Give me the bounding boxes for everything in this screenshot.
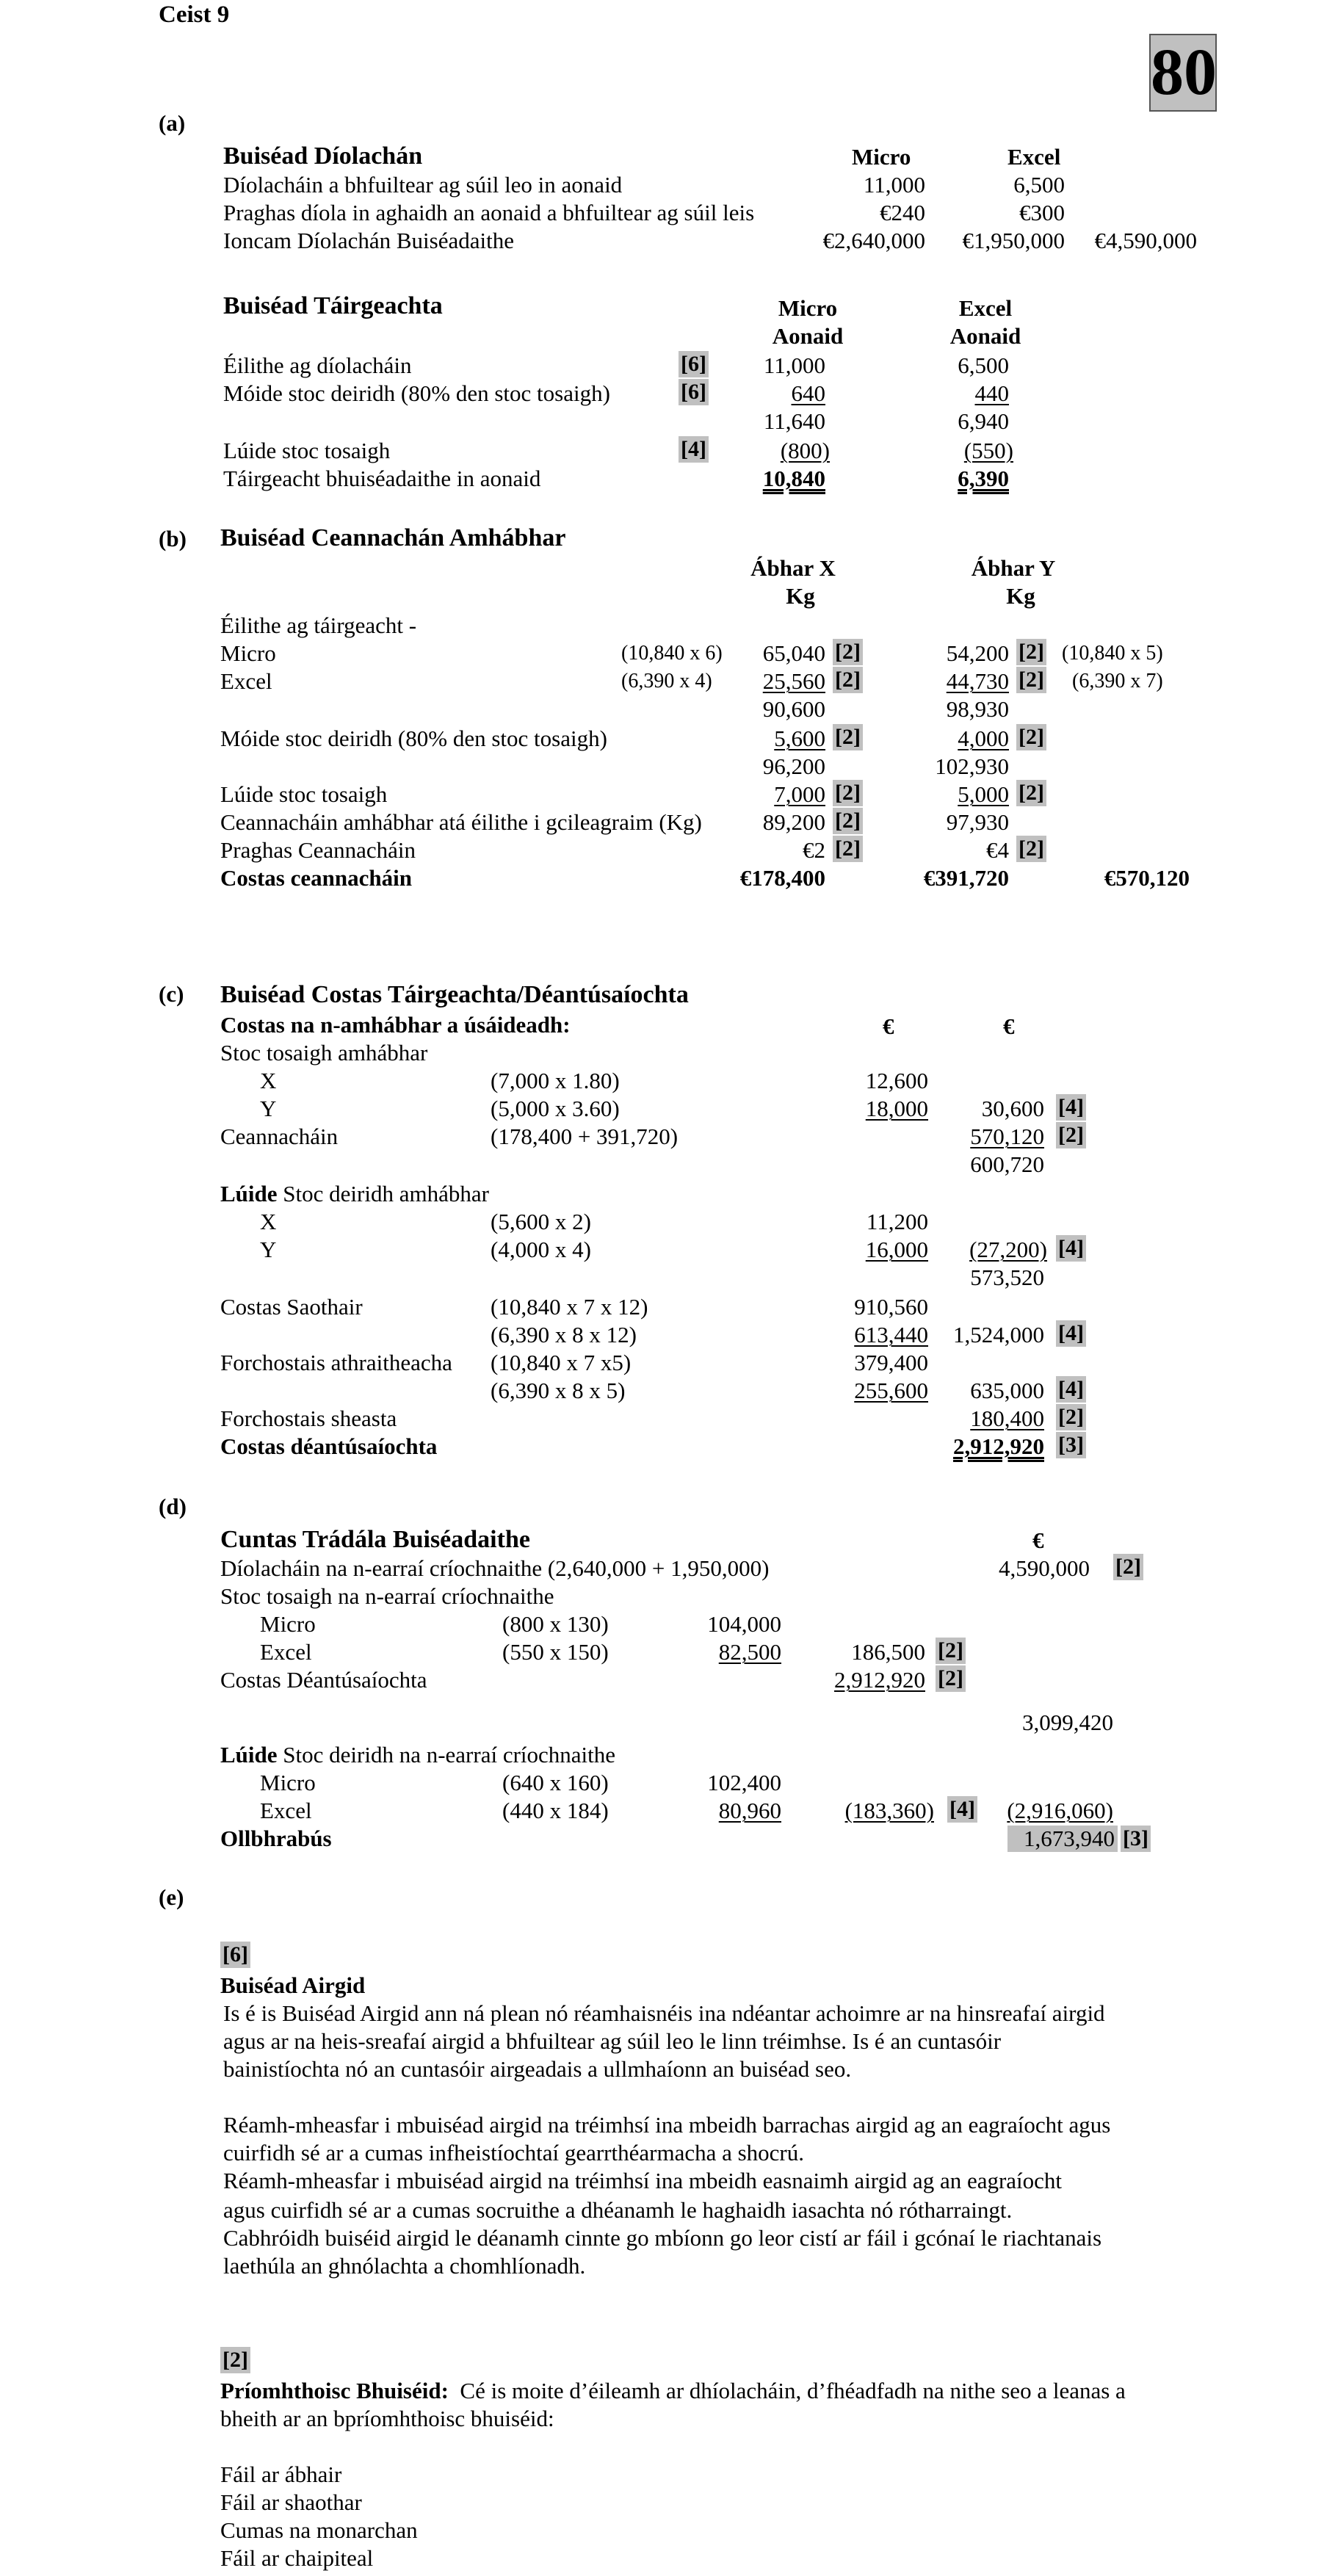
cost-row-label: X — [260, 1068, 277, 1093]
cost-calc: (7,000 x 1.80) — [491, 1068, 620, 1093]
trading-value: (183,360) — [844, 1798, 934, 1823]
mark-badge: [4] — [1056, 1320, 1086, 1347]
cost-value: 30,600 — [981, 1096, 1044, 1121]
less-label: Lúide — [220, 1742, 278, 1768]
materials-row-label: Móide stoc deiridh (80% den stoc tosaigh) — [220, 726, 607, 751]
materials-budget-title: Buiséad Ceannachán Amhábhar — [220, 524, 566, 551]
trading-row-label: Micro — [260, 1770, 316, 1795]
mark-badge: [6] — [679, 379, 709, 405]
trading-row-label — [220, 1743, 615, 1766]
production-row-label: Móide stoc deiridh (80% den stoc tosaigh) — [223, 380, 610, 406]
cost-calc: (5,600 x 2) — [491, 1209, 591, 1234]
trading-row-label: Ollbhrabús — [220, 1826, 332, 1851]
materials-row-label: Costas ceannacháin — [220, 865, 412, 891]
cost-calc: (6,390 x 8 x 12) — [491, 1322, 637, 1347]
less-label: Lúide — [220, 1181, 278, 1206]
cost-calc: (5,000 x 3.60) — [491, 1096, 620, 1121]
cost-value: 910,560 — [854, 1294, 928, 1320]
sales-col-micro: Micro — [852, 144, 911, 170]
production-cost-subtitle: Costas na n-amhábhar a úsáideadh: — [220, 1012, 571, 1038]
mark-badge: [4] — [679, 436, 709, 463]
production-value: (550) — [963, 438, 1013, 463]
production-total: 6,390 — [958, 466, 1009, 491]
materials-row-label: Micro — [220, 640, 276, 666]
cost-calc: (10,840 x 7 x 12) — [491, 1294, 648, 1320]
sales-total-value: €4,590,000 — [1094, 228, 1197, 253]
production-col-micro: Micro — [778, 295, 838, 321]
production-subtotal: 11,640 — [763, 408, 825, 434]
sales-row-label: Ioncam Díolachán Buiséadaithe — [223, 228, 514, 253]
materials-row-label: Éilithe ag táirgeacht - — [220, 612, 417, 638]
cost-subtotal: 573,520 — [970, 1265, 1044, 1290]
mark-badge: [2] — [936, 1638, 966, 1664]
trading-value: 104,000 — [707, 1611, 781, 1637]
section-c-label: (c) — [159, 981, 184, 1007]
cost-value: 255,600 — [854, 1378, 928, 1403]
materials-row-label: Lúide stoc tosaigh — [220, 781, 388, 807]
trading-subtotal: 3,099,420 — [1022, 1710, 1113, 1735]
mark-badge: [2] — [1056, 1122, 1086, 1148]
cost-value: 570,120 — [970, 1124, 1044, 1149]
sales-row-label: Praghas díola in aghaidh an aonaid a bhfuiltear ag súil leis — [223, 200, 755, 225]
materials-total: €391,720 — [923, 865, 1009, 891]
cost-value: 12,600 — [865, 1068, 928, 1093]
materials-row-label: Praghas Ceannacháin — [220, 837, 416, 863]
cost-row-label: Forchostais athraitheacha — [220, 1350, 452, 1375]
production-unit-excel: Aonaid — [949, 323, 1021, 349]
materials-row-label: Excel — [220, 668, 272, 694]
cost-col-euro: € — [1003, 1013, 1015, 1039]
production-row-label: Táirgeacht bhuiséadaithe in aonaid — [223, 466, 541, 491]
production-unit-micro: Aonaid — [772, 323, 844, 349]
production-value: 640 — [791, 380, 825, 406]
mark-badge: [3] — [1056, 1432, 1086, 1458]
cost-row-label: X — [260, 1209, 277, 1234]
mark-badge: [2] — [833, 639, 863, 665]
mark-badge: [6] — [220, 1942, 250, 1968]
cost-calc: (6,390 x 8 x 5) — [491, 1378, 626, 1403]
trading-col-euro: € — [1032, 1527, 1044, 1553]
materials-price-value: €4 — [986, 837, 1009, 863]
trading-value: 82,500 — [718, 1639, 781, 1665]
paragraph-line: bainistíochta nó an cuntasóir airgeadais a ullmhaíonn an buiséad seo. — [223, 2056, 852, 2082]
mark-badge: [2] — [1056, 1404, 1086, 1430]
cost-row-label: Ceannacháin — [220, 1124, 339, 1149]
materials-unit-y: Kg — [1006, 583, 1035, 609]
cost-col-euro: € — [883, 1013, 894, 1039]
materials-value: 54,200 — [946, 640, 1009, 666]
cost-value: 18,000 — [865, 1096, 928, 1121]
paragraph-line: agus cuirfidh sé ar a cumas socruithe a dhéanamh le haghaidh iasachta nó rótharraingt. — [223, 2197, 1013, 2223]
mark-badge: [4] — [1056, 1094, 1086, 1121]
mark-badge: [2] — [936, 1665, 966, 1692]
materials-unit-x: Kg — [786, 583, 815, 609]
production-row-label: Éilithe ag díolacháin — [223, 352, 412, 378]
materials-value: 4,000 — [958, 726, 1009, 751]
cost-value: 1,524,000 — [953, 1322, 1044, 1347]
cost-row-text: Stoc deiridh amhábhar — [277, 1181, 489, 1206]
key-factor-item: Fáil ar chaipiteal — [220, 2545, 374, 2571]
cost-calc: (178,400 + 391,720) — [491, 1124, 679, 1149]
materials-col-x: Ábhar X — [750, 555, 836, 581]
materials-calc: (10,840 x 6) — [621, 642, 723, 665]
trading-row-label: Micro — [260, 1611, 316, 1637]
materials-subtotal: 96,200 — [762, 753, 825, 779]
trading-value: 102,400 — [707, 1770, 781, 1795]
cost-row-label: Forchostais sheasta — [220, 1405, 397, 1431]
sales-budget-title: Buiséad Díolachán — [223, 142, 423, 170]
cost-row-label: Costas Saothair — [220, 1294, 363, 1320]
materials-col-y: Ábhar Y — [971, 555, 1056, 581]
materials-price — [734, 839, 825, 861]
materials-grand-total: €570,120 — [1104, 865, 1190, 891]
production-col-excel: Excel — [958, 295, 1013, 321]
production-value: 11,000 — [763, 352, 825, 378]
mark-badge: [2] — [220, 2347, 250, 2373]
paragraph-line: laethúla an ghnólachta a chomhlíonadh. — [223, 2253, 586, 2279]
mark-badge: [2] — [1016, 724, 1046, 750]
key-factor-item: Cumas na monarchan — [220, 2517, 418, 2543]
materials-value: 44,730 — [946, 668, 1009, 694]
production-row-label: Lúide stoc tosaigh — [223, 438, 391, 463]
trading-calc: (440 x 184) — [502, 1798, 609, 1823]
mark-badge: [2] — [1016, 639, 1046, 665]
materials-value: 5,600 — [774, 726, 825, 751]
trading-value: 186,500 — [851, 1639, 925, 1665]
trading-value: 80,960 — [718, 1798, 781, 1823]
mark-badge: [3] — [1121, 1826, 1151, 1852]
materials-subtotal: 102,930 — [935, 753, 1009, 779]
sales-row-label: Díolacháin a bhfuiltear ag súil leo in aonaid — [223, 172, 623, 198]
production-subtotal: 6,940 — [958, 408, 1009, 434]
sales-col-excel: Excel — [1007, 144, 1061, 170]
paragraph-line: cuirfidh sé ar a cumas infheistíochtaí gearrthéarmacha a shocrú. — [223, 2140, 804, 2166]
mark-badge: [2] — [833, 780, 863, 806]
cost-value: 11,200 — [866, 1209, 928, 1234]
production-total: 10,840 — [762, 466, 825, 491]
production-cost-title: Buiséad Costas Táirgeachta/Déantúsaíochta — [220, 981, 689, 1008]
trading-row-label: Excel — [260, 1798, 312, 1823]
materials-row-label: Ceannacháin amhábhar atá éilithe i gcileagraim (Kg) — [220, 809, 702, 835]
production-value: (800) — [780, 438, 830, 463]
key-factor-item: Fáil ar ábhair — [220, 2461, 342, 2487]
cost-value: 379,400 — [854, 1350, 928, 1375]
cost-value: 635,000 — [970, 1378, 1044, 1403]
mark-badge: [4] — [947, 1796, 977, 1823]
mark-badge: [2] — [833, 808, 863, 834]
materials-calc: (6,390 x 4) — [621, 670, 712, 692]
materials-price — [918, 839, 1009, 861]
cost-row-label — [220, 1182, 489, 1205]
sales-row-value: 6,500 — [1013, 172, 1065, 198]
mark-badge: [4] — [1056, 1376, 1086, 1403]
key-factor-title: Príomhthoisc Bhuiséid: — [220, 2378, 449, 2403]
materials-calc: (10,840 x 5) — [1062, 642, 1163, 665]
trading-value: (2,916,060) — [1007, 1798, 1113, 1823]
key-factor-intro — [220, 2379, 1126, 2402]
materials-value: 5,000 — [958, 781, 1009, 807]
trading-row-text: Stoc deiridh na n-earraí críochnaithe — [277, 1742, 616, 1768]
trading-value: 2,912,920 — [834, 1667, 925, 1693]
sales-row-value: €240 — [880, 200, 925, 225]
key-factor-item: Fáil ar shaothar — [220, 2489, 362, 2515]
trading-calc: (800 x 130) — [502, 1611, 609, 1637]
cost-row-label: Costas déantúsaíochta — [220, 1433, 438, 1459]
section-a-label: (a) — [159, 110, 186, 136]
question-title: Ceist 9 — [159, 1, 230, 28]
mark-badge: [4] — [1056, 1235, 1086, 1262]
materials-value: 7,000 — [774, 781, 825, 807]
key-factor-intro-line: bheith ar an bpríomhthoisc bhuiséid: — [220, 2406, 554, 2431]
materials-total: €178,400 — [739, 865, 825, 891]
section-d-label: (d) — [159, 1494, 187, 1519]
paragraph-line: agus ar na heis-sreafaí airgid a bhfuiltear ag súil leo le linn tréimhse. Is é an cuntasóir — [223, 2028, 1002, 2054]
cost-row-label: Y — [260, 1237, 277, 1262]
cost-row-label: Stoc tosaigh amhábhar — [220, 1040, 428, 1066]
materials-calc: (6,390 x 7) — [1072, 670, 1163, 692]
section-e-label: (e) — [159, 1884, 184, 1910]
mark-badge: [2] — [1016, 780, 1046, 806]
cost-row-label: Y — [260, 1096, 277, 1121]
production-value: 6,500 — [958, 352, 1009, 378]
materials-subtotal: 98,930 — [946, 696, 1009, 722]
materials-value: 65,040 — [762, 640, 825, 666]
cost-calc: (4,000 x 4) — [491, 1237, 591, 1262]
mark-badge: [2] — [833, 667, 863, 693]
mark-badge: [2] — [1016, 836, 1046, 862]
sales-row-value: €1,950,000 — [962, 228, 1065, 253]
materials-value: 89,200 — [762, 809, 825, 835]
total-marks-box: 80 — [1149, 34, 1217, 112]
materials-subtotal: 90,600 — [762, 696, 825, 722]
mark-badge: [6] — [679, 351, 709, 377]
paragraph-line: Réamh-mheasfar i mbuiséad airgid na tréimhsí ina mbeidh easnaimh airgid ag an eagraíocht — [223, 2168, 1063, 2193]
gross-profit-value: 1,673,940 — [1007, 1826, 1118, 1852]
paragraph-line: Cabhróidh buiséid airgid le déanamh cinnte go mbíonn go leor cistí ar fáil i gcónaí le riachtanais — [223, 2225, 1102, 2251]
production-budget-title: Buiséad Táirgeachta — [223, 292, 443, 319]
trading-calc: (640 x 160) — [502, 1770, 609, 1795]
cost-calc: (10,840 x 7 x5) — [491, 1350, 632, 1375]
cost-value: 613,440 — [854, 1322, 928, 1347]
mark-badge: [2] — [833, 836, 863, 862]
cost-value: (27,200) — [969, 1237, 1047, 1262]
paragraph-line: Is é is Buiséad Airgid ann ná plean nó réamhaisnéis ina ndéantar achoimre ar na hinsreafaí airgid — [223, 2000, 1105, 2026]
mark-badge: [2] — [833, 724, 863, 750]
sales-row-value: €2,640,000 — [822, 228, 925, 253]
trading-value: 4,590,000 — [999, 1555, 1090, 1581]
paragraph-line: Réamh-mheasfar i mbuiséad airgid na tréimhsí ina mbeidh barrachas airgid ag an eagraíocht agus — [223, 2112, 1111, 2138]
mark-badge: [2] — [1113, 1554, 1143, 1580]
mark-badge: [2] — [1016, 667, 1046, 693]
trading-row-label: Díolacháin na n-earraí críochnaithe (2,640,000 + 1,950,000) — [220, 1555, 770, 1581]
production-value: 440 — [974, 380, 1009, 406]
cost-value: 16,000 — [865, 1237, 928, 1262]
trading-account-title: Cuntas Trádála Buiséadaithe — [220, 1526, 530, 1553]
materials-value: 97,930 — [946, 809, 1009, 835]
materials-price-value: €2 — [803, 837, 825, 863]
trading-calc: (550 x 150) — [502, 1639, 609, 1665]
trading-row-label: Excel — [260, 1639, 312, 1665]
cost-subtotal: 600,720 — [970, 1151, 1044, 1177]
cost-value: 180,400 — [970, 1405, 1044, 1431]
key-factor-intro-text: Cé is moite d’éileamh ar dhíolacháin, d’fhéadfadh na nithe seo a leanas a — [460, 2378, 1126, 2403]
sales-row-value: 11,000 — [863, 172, 925, 198]
manufacturing-cost-total: 2,912,920 — [953, 1433, 1044, 1459]
sales-row-value: €300 — [1019, 200, 1065, 225]
materials-value: 25,560 — [762, 668, 825, 694]
section-b-label: (b) — [159, 526, 187, 551]
cash-budget-title: Buiséad Airgid — [220, 1972, 366, 1998]
trading-row-label: Stoc tosaigh na n-earraí críochnaithe — [220, 1583, 554, 1609]
trading-row-label: Costas Déantúsaíochta — [220, 1667, 427, 1693]
